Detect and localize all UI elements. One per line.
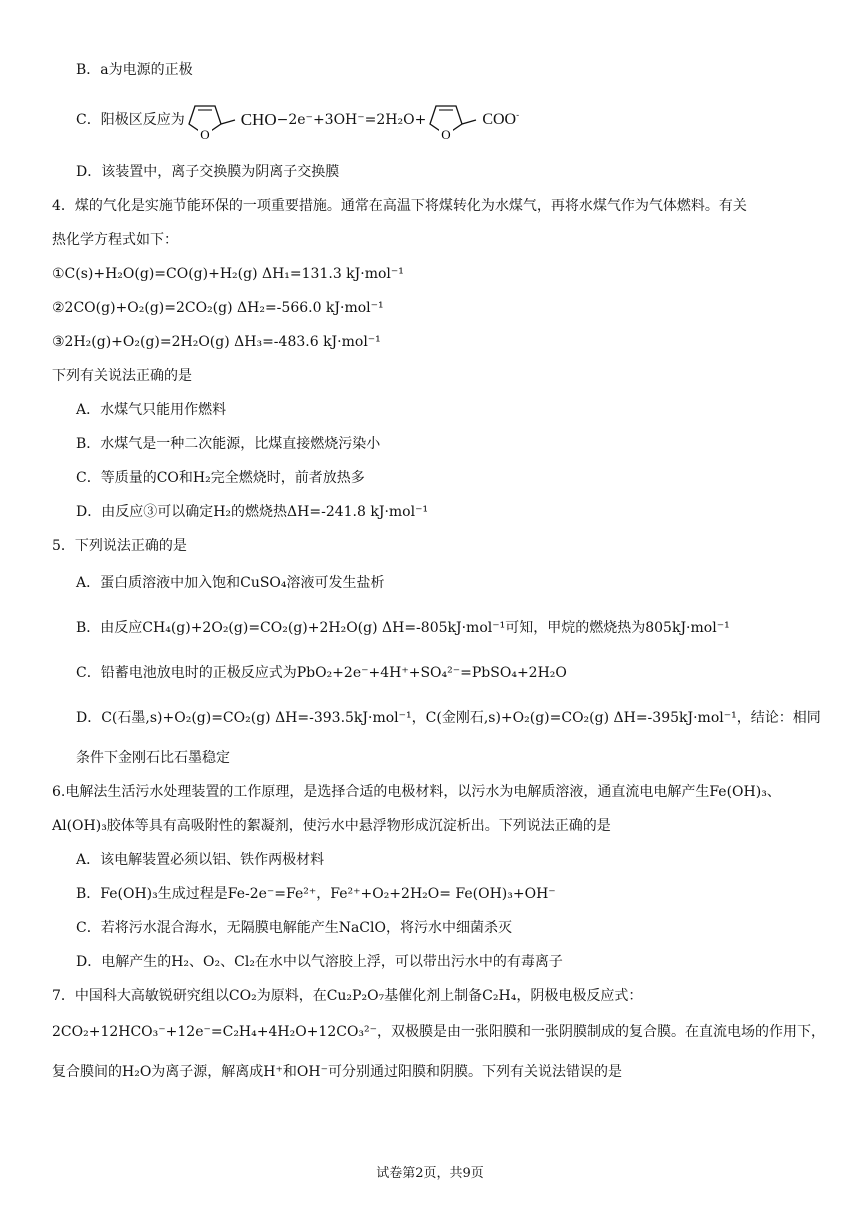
q3-option-d: D．该装置中，离子交换膜为阴离子交换膜 — [76, 164, 340, 180]
q7-stem-line3: 复合膜间的H₂O为离子源，解离成H⁺和OH⁻可分别通过阳膜和阴膜。下列有关说法错误的是 — [52, 1064, 622, 1080]
q4-equation-3: ③2H₂(g)+O₂(g)=2H₂O(g) ΔH₃=-483.6 kJ·mol⁻¹ — [52, 334, 381, 350]
furan-ring-icon — [426, 100, 482, 140]
q6-stem-line2: Al(OH)₃胶体等具有高吸附性的絮凝剂，使污水中悬浮物形成沉淀析出。下列说法正确的是 — [52, 818, 611, 834]
q6-option-c: C．若将污水混合海水，无隔膜电解能产生NaClO，将污水中细菌杀灭 — [76, 920, 512, 936]
q5-option-c: C．铅蓄电池放电时的正极反应式为PbO₂+2e⁻+4H⁺+SO₄²⁻=PbSO₄+2H₂O — [76, 665, 567, 681]
q3-option-c-prefix: C．阳极区反应为 — [76, 112, 185, 128]
furan-oxygen-label: O — [441, 127, 452, 140]
q3-option-c-middle: −2e⁻+3OH⁻=2H₂O+ — [276, 112, 427, 128]
page-footer: 试卷第2页，共9页 — [376, 1166, 484, 1181]
q4-stem-line1: 4．煤的气化是实施节能环保的一项重要措施。通常在高温下将煤转化为水煤气，再将水煤气作为气体燃料。有关 — [52, 198, 747, 214]
q6-stem-line1: 6.电解法生活污水处理装置的工作原理，是选择合适的电极材料，以污水为电解质溶液，通直流电电解产生Fe(OH)₃、 — [52, 784, 781, 800]
q4-stem-line2: 热化学方程式如下： — [52, 232, 178, 248]
furan-oxygen-label: O — [200, 127, 210, 140]
q3-cho-group: CHO — [240, 110, 277, 129]
q4-option-b: B．水煤气是一种二次能源，比煤直接燃烧污染小 — [76, 436, 381, 452]
q4-option-a: A．水煤气只能用作燃料 — [76, 402, 227, 418]
q7-stem-line1: 7．中国科大高敏锐研究组以CO₂为原料，在Cu₂P₂O₇基催化剂上制备C₂H₄，阴极电极反应式： — [52, 988, 643, 1004]
q3-option-c — [76, 100, 519, 140]
q5-option-a: A．蛋白质溶液中加入饱和CuSO₄溶液可发生盐析 — [76, 575, 385, 591]
q4-question: 下列有关说法正确的是 — [52, 368, 192, 384]
q7-stem-line2: 2CO₂+12HCO₃⁻+12e⁻=C₂H₄+4H₂O+12CO₃²⁻，双极膜是由一张阳膜和一张阴膜制成的复合膜。在直流电场的作用下， — [52, 1024, 826, 1040]
q4-equation-1: ①C(s)+H₂O(g)=CO(g)+H₂(g) ΔH₁=131.3 kJ·mol⁻¹ — [52, 266, 404, 282]
q4-option-c: C．等质量的CO和H₂完全燃烧时，前者放热多 — [76, 470, 365, 486]
furan-ring-icon — [185, 100, 241, 140]
q3-option-b: B．a为电源的正极 — [76, 62, 193, 78]
q3-carboxylate-group: COO — [482, 111, 517, 128]
q6-option-d: D．电解产生的H₂、O₂、Cl₂在水中以气溶胶上浮，可以带出污水中的有毒离子 — [76, 954, 563, 970]
q5-option-d-line1: D．C(石墨,s)+O₂(g)=CO₂(g) ΔH=-393.5kJ·mol⁻¹，C(金刚石,s)+O₂(g)=CO₂(g) ΔH=-395kJ·mol⁻¹，结论：相同 — [76, 710, 821, 726]
q3-carboxylate-charge: - — [516, 111, 520, 121]
q4-option-d: D．由反应③可以确定H₂的燃烧热ΔH=-241.8 kJ·mol⁻¹ — [76, 504, 429, 520]
q5-stem: 5．下列说法正确的是 — [52, 538, 187, 554]
q5-option-d-line2: 条件下金刚石比石墨稳定 — [76, 750, 230, 766]
q4-equation-2: ②2CO(g)+O₂(g)=2CO₂(g) ΔH₂=-566.0 kJ·mol⁻¹ — [52, 300, 384, 316]
q6-option-a: A．该电解装置必须以铝、铁作两极材料 — [76, 852, 325, 868]
q6-option-b: B．Fe(OH)₃生成过程是Fe-2e⁻=Fe²⁺，Fe²⁺+O₂+2H₂O= Fe(OH)₃+OH⁻ — [76, 886, 556, 902]
q5-option-b: B．由反应CH₄(g)+2O₂(g)=CO₂(g)+2H₂O(g) ΔH=-805kJ·mol⁻¹可知，甲烷的燃烧热为805kJ·mol⁻¹ — [76, 620, 730, 636]
